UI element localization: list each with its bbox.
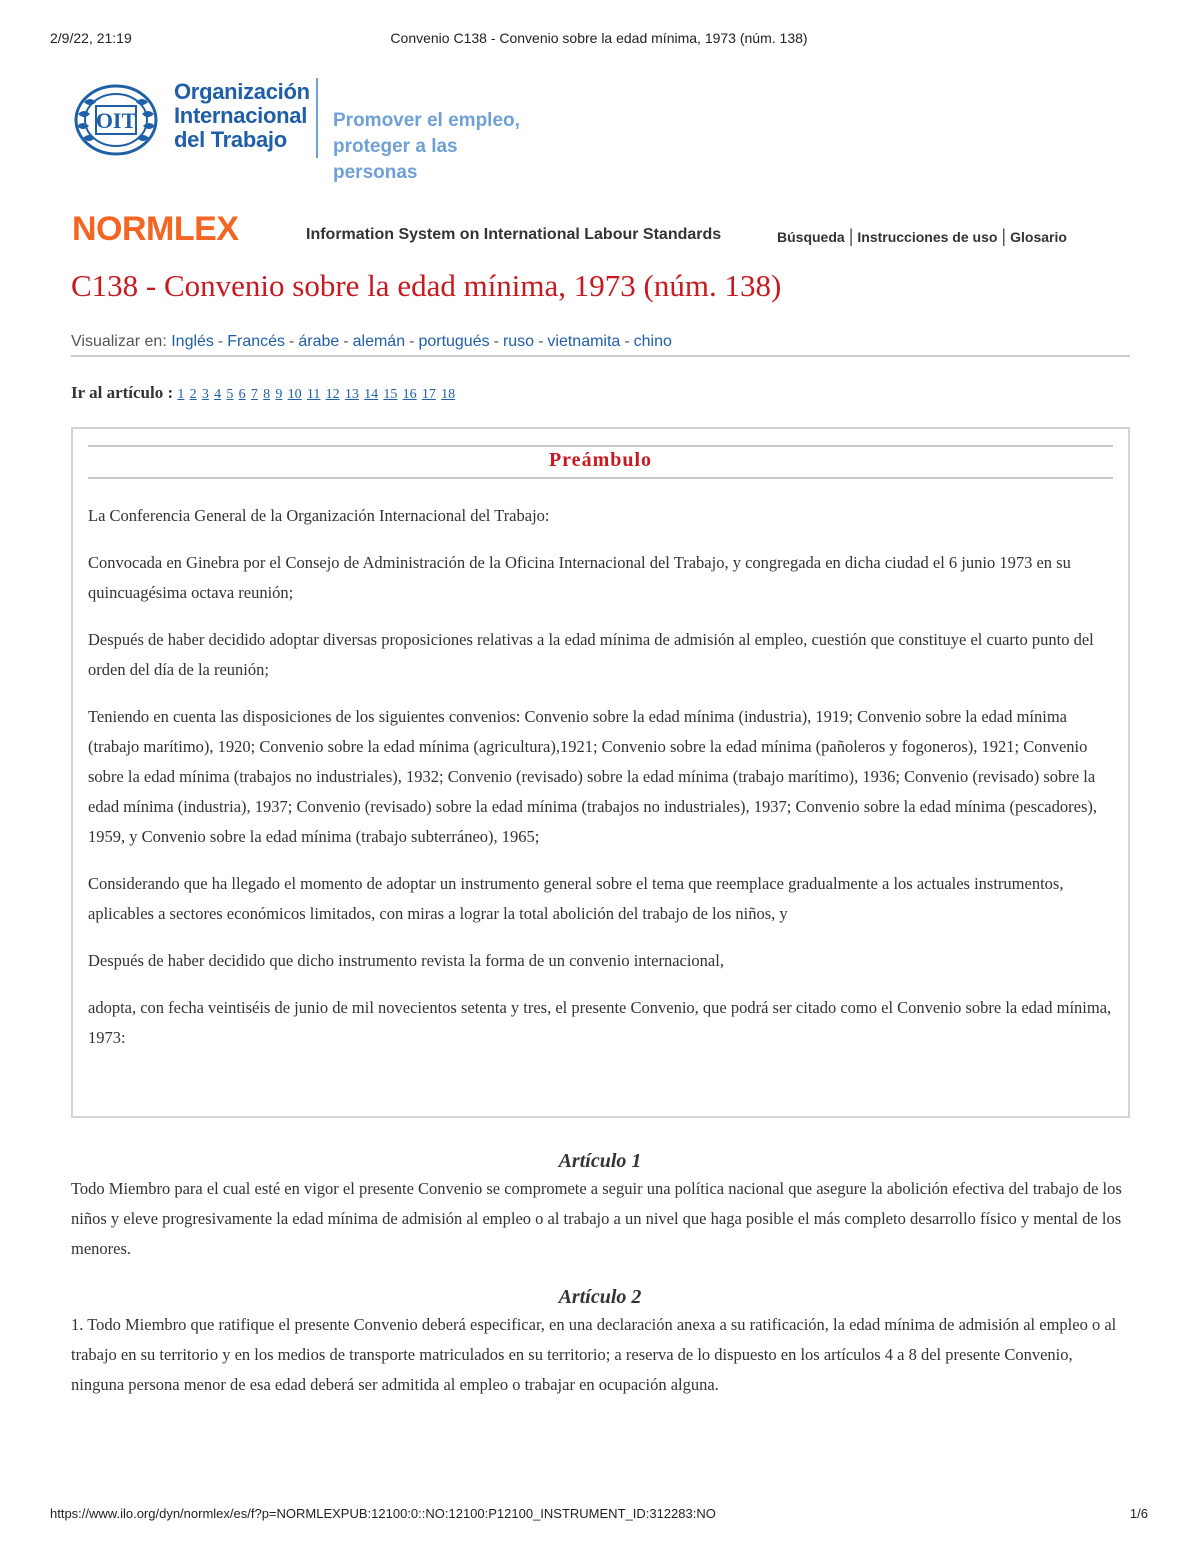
preamble-paragraph: La Conferencia General de la Organización Internacional del Trabajo: xyxy=(88,506,550,525)
article-link[interactable]: 6 xyxy=(238,387,246,402)
language-link-arabe[interactable]: árabe xyxy=(298,333,340,350)
print-url: https://www.ilo.org/dyn/normlex/es/f?p=NORMLEXPUB:12100:0::NO:12100:P12100_INSTRUMENT_ID:312283:NO xyxy=(50,1506,716,1521)
article-link[interactable]: 7 xyxy=(250,387,258,402)
preamble-paragraph: Convocada en Ginebra por el Consejo de Administración de la Oficina Internacional del Trabajo, y congregada en dicha ciudad el 6 junio 1973 en su quincuagésima octava reunión; xyxy=(88,553,1071,602)
article-link[interactable]: 5 xyxy=(226,387,234,402)
article-link[interactable]: 3 xyxy=(201,387,209,402)
print-footer xyxy=(50,1506,1148,1526)
system-name: Information System on International Labour Standards xyxy=(306,226,722,243)
print-document-title: Convenio C138 - Convenio sobre la edad mínima, 1973 (núm. 138) xyxy=(390,30,808,46)
language-separator: - xyxy=(343,333,349,350)
org-name-line: del Trabajo xyxy=(174,127,287,152)
language-link-vietnamita[interactable]: vietnamita xyxy=(547,333,621,350)
article-nav xyxy=(71,383,456,403)
language-separator: - xyxy=(409,333,415,350)
language-separator: - xyxy=(538,333,544,350)
article-nav-label: Ir al artículo : xyxy=(71,383,174,402)
article-link[interactable]: 11 xyxy=(306,387,321,402)
logo-divider xyxy=(316,78,318,158)
language-separator: - xyxy=(624,333,630,350)
article-link[interactable]: 14 xyxy=(364,387,379,402)
preamble-paragraph: Teniendo en cuenta las disposiciones de los siguientes convenios: Convenio sobre la edad mínima (industria), 1919; Convenio sobre la edad mínima (trabajo marítimo), 1920; Convenio sobre la edad mínima (agricultura),1921; Convenio sobre la edad mínima (pañoleros y fogoneros), 1921; Convenio sobre la edad mínima (trabajos no industriales), 1932; Convenio (revisado) sobre la edad mínima (trabajo marítimo), 1936; Convenio (revisado) sobre la edad mínima (industria), 1937; Convenio (revisado) sobre la edad mínima (trabajos no industriales), 1937; Convenio sobre la edad mínima (pescadores), 1959, y Convenio sobre la edad mínima (trabajo subterráneo), 1965; xyxy=(88,707,1097,846)
language-link-frances[interactable]: Francés xyxy=(227,333,286,350)
article-link[interactable]: 1 xyxy=(177,387,185,402)
preamble-box xyxy=(71,427,1130,1118)
article-link[interactable]: 13 xyxy=(344,387,359,402)
preamble-paragraph: Después de haber decidido que dicho instrumento revista la forma de un convenio internacional, xyxy=(88,951,724,970)
convention-title: C138 - Convenio sobre la edad mínima, 1973 (núm. 138) xyxy=(71,268,782,303)
article-link[interactable]: 18 xyxy=(441,387,456,402)
article-link[interactable]: 9 xyxy=(275,387,283,402)
language-link-portugues[interactable]: portugués xyxy=(418,333,490,350)
preamble-paragraph: adopta, con fecha veintiséis de junio de mil novecientos setenta y tres, el presente Convenio, que podrá ser citado como el Convenio sobre la edad mínima, 1973: xyxy=(88,998,1112,1047)
slogan-line: Promover el empleo, xyxy=(333,110,520,131)
article-link[interactable]: 10 xyxy=(287,387,302,402)
article-link[interactable]: 12 xyxy=(325,387,340,402)
preamble-paragraph: Considerando que ha llegado el momento de adoptar un instrumento general sobre el tema que reemplace gradualmente a los actuales instrumentos, aplicables a sectores económicos limitados, con miras a lograr la total abolición del trabajo de los niños, y xyxy=(88,874,1064,923)
nav-link-instrucciones[interactable]: Instrucciones de uso xyxy=(857,229,998,245)
article-1 xyxy=(71,1148,1129,1264)
slogan-line: proteger a las personas xyxy=(333,136,458,183)
ilo-logo[interactable] xyxy=(70,78,540,183)
print-date: 2/9/22, 21:19 xyxy=(50,30,132,46)
preamble-paragraph: Después de haber decidido adoptar diversas proposiciones relativas a la edad mínima de admisión al empleo, cuestión que constituye el cuarto punto del orden del día de la reunión; xyxy=(88,630,1094,679)
nav-link-glosario[interactable]: Glosario xyxy=(1010,229,1067,245)
ilo-emblem-icon xyxy=(70,80,162,160)
print-header xyxy=(50,30,1148,50)
article-link[interactable]: 4 xyxy=(214,387,222,402)
language-link-aleman[interactable]: alemán xyxy=(352,333,406,350)
org-name xyxy=(174,80,310,152)
nav-link-busqueda[interactable]: Búsqueda xyxy=(777,229,845,245)
preamble-heading: Preámbulo xyxy=(548,449,653,471)
nav-separator: | xyxy=(1001,226,1007,246)
article-link[interactable]: 2 xyxy=(189,387,197,402)
language-selector xyxy=(71,333,1130,357)
page-number: 1/6 xyxy=(1129,1506,1148,1521)
org-name-line: Organización xyxy=(174,79,310,104)
article-link[interactable]: 15 xyxy=(383,387,398,402)
article-text: 1. Todo Miembro que ratifique el presente Convenio deberá especificar, en una declaración anexa a su ratificación, la edad mínima de admisión al empleo o al trabajo en su territorio y en los medios de transporte matriculados en su territorio; a reserva de lo dispuesto en los artículos 4 a 8 del presente Convenio, ninguna persona menor de esa edad deberá ser admitida al empleo o trabajar en ocupación alguna. xyxy=(71,1315,1117,1394)
emblem-text: OIT xyxy=(95,108,137,133)
language-separator: - xyxy=(217,333,224,350)
preamble-text xyxy=(88,501,1112,1070)
article-2 xyxy=(71,1284,1129,1400)
article-link[interactable]: 16 xyxy=(402,387,417,402)
nav-separator: | xyxy=(848,226,854,246)
article-link[interactable]: 17 xyxy=(421,387,436,402)
article-link[interactable]: 8 xyxy=(263,387,271,402)
slogan xyxy=(333,108,540,186)
article-text: Todo Miembro para el cual esté en vigor el presente Convenio se compromete a seguir una política nacional que asegure la abolición efectiva del trabajo de los niños y eleve progresivamente la edad mínima de admisión al empleo o al trabajo a un nivel que haga posible el más completo desarrollo físico y mental de los menores. xyxy=(71,1179,1122,1258)
normlex-header xyxy=(72,210,1130,250)
language-separator: - xyxy=(289,333,295,350)
language-link-chino[interactable]: chino xyxy=(633,333,672,350)
language-link-ingles[interactable]: Inglés xyxy=(171,333,214,350)
normlex-brand[interactable]: NORMLEX xyxy=(72,210,239,248)
article-heading: Artículo 1 xyxy=(558,1150,642,1172)
normlex-nav xyxy=(777,226,1067,247)
language-link-ruso[interactable]: ruso xyxy=(502,333,535,350)
org-name-line: Internacional xyxy=(174,103,308,128)
article-heading: Artículo 2 xyxy=(558,1286,642,1308)
preamble-rule xyxy=(88,477,1113,479)
language-separator: - xyxy=(493,333,499,350)
languages-label: Visualizar en: xyxy=(71,333,167,350)
articles xyxy=(71,1148,1129,1400)
preamble-rule xyxy=(88,445,1113,447)
